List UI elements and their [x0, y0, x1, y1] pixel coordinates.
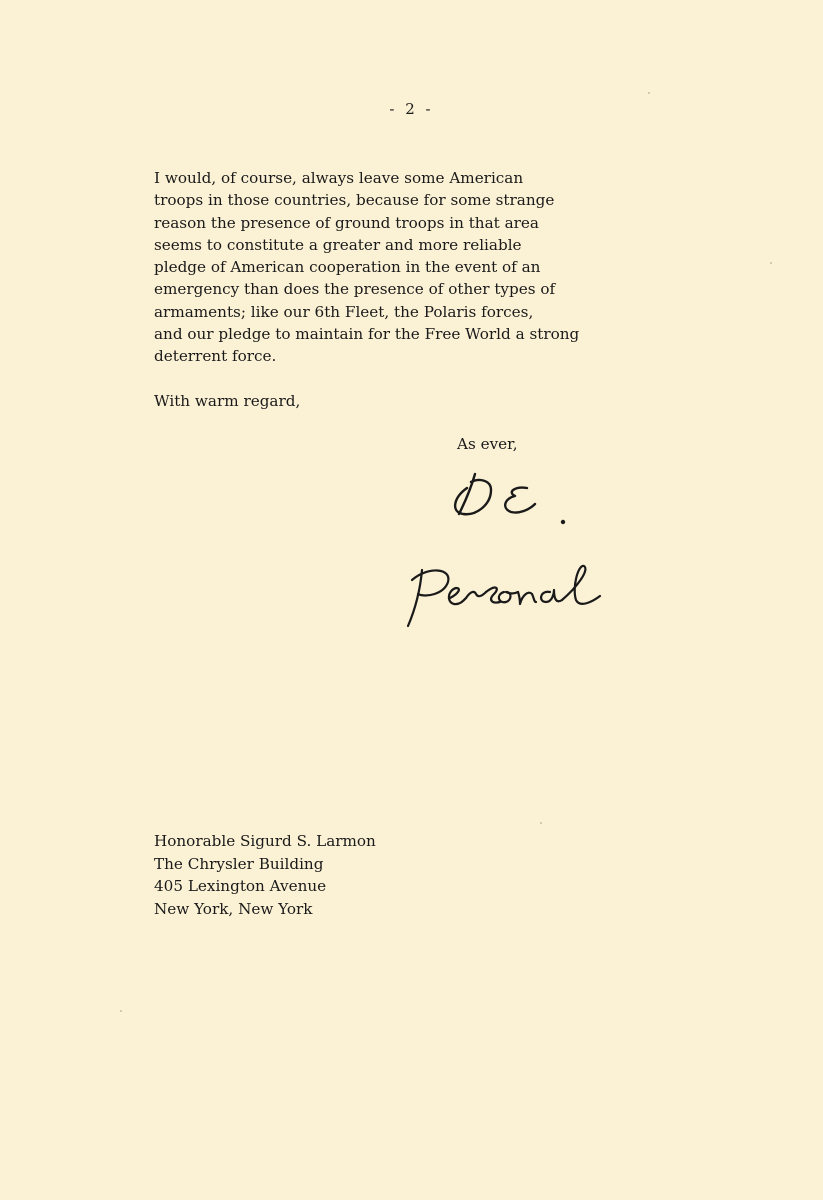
- body-line: armaments; like our 6th Fleet, the Polaris forces,: [154, 302, 534, 321]
- salutation: With warm regard,: [154, 392, 301, 410]
- body-line: troops in those countries, because for some strange: [154, 191, 555, 210]
- body-line: emergency than does the presence of other types of: [154, 280, 556, 299]
- body-line: I would, of course, always leave some American: [154, 169, 524, 187]
- body-line: pledge of American cooperation in the event of an: [154, 258, 541, 277]
- page-number: - 2 -: [389, 100, 434, 118]
- closing: As ever,: [457, 435, 518, 453]
- handwritten-note-personal: [400, 558, 620, 638]
- body-line: deterrent force.: [154, 347, 277, 366]
- signature-initials: [445, 468, 585, 548]
- body-paragraph: [154, 167, 714, 368]
- paper-speck: [120, 1010, 122, 1012]
- recipient-address: [154, 830, 376, 921]
- paper-speck: [648, 92, 650, 94]
- body-line: seems to constitute a greater and more reliable: [154, 235, 522, 254]
- paper-speck: [540, 822, 542, 824]
- address-line: New York, New York: [154, 900, 313, 919]
- address-line: 405 Lexington Avenue: [154, 877, 327, 896]
- address-line: The Chrysler Building: [154, 854, 324, 873]
- paper-speck: [770, 262, 772, 264]
- address-line: Honorable Sigurd S. Larmon: [154, 832, 376, 850]
- body-line: and our pledge to maintain for the Free World a strong: [154, 325, 580, 344]
- body-line: reason the presence of ground troops in that area: [154, 213, 539, 232]
